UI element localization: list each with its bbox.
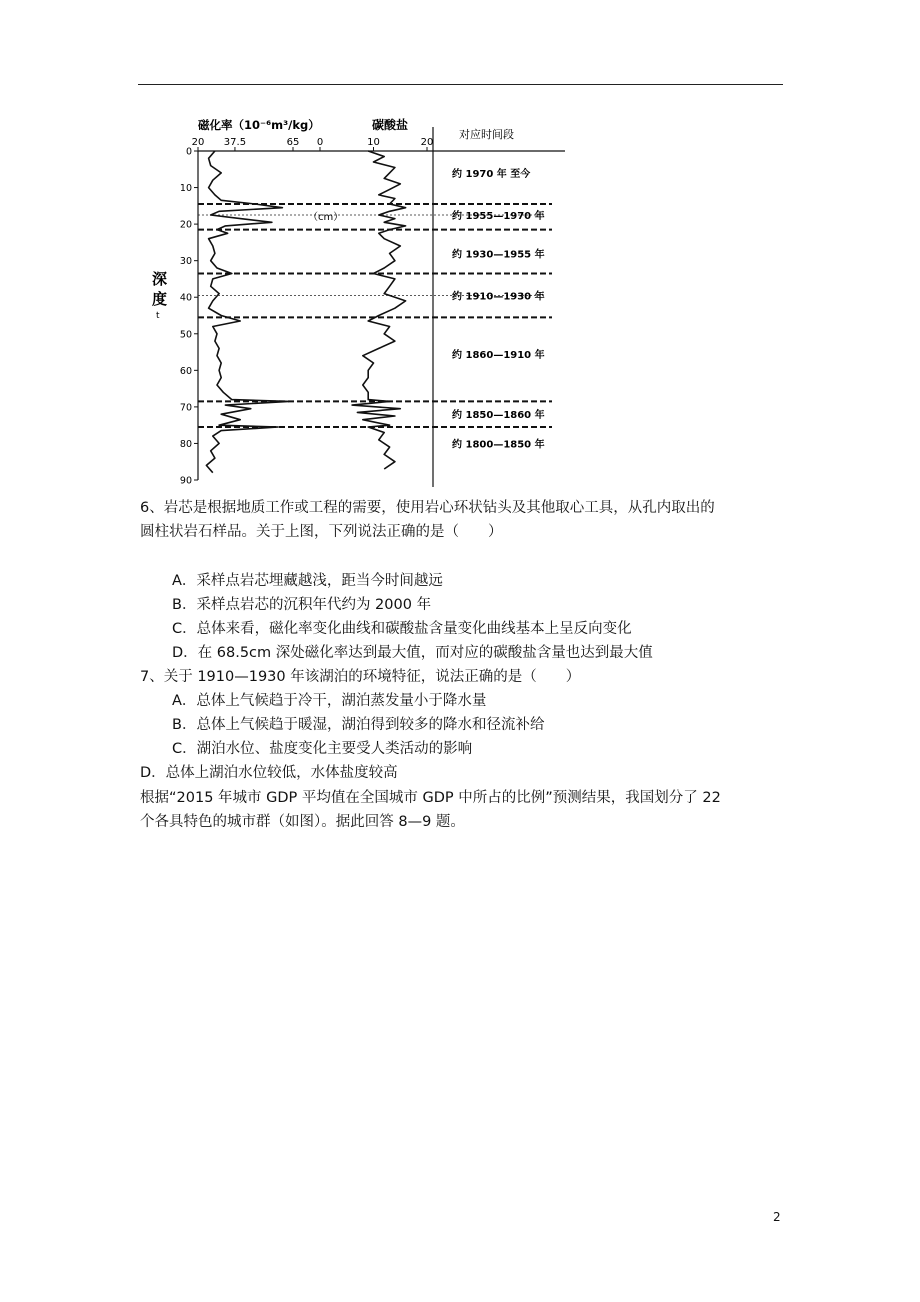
q6-stem-line2: 圆柱状岩石样品。关于上图，下列说法正确的是（ ） <box>140 524 503 540</box>
ylabel-unit: t <box>156 311 160 321</box>
depth-tick-label: 40 <box>179 292 192 304</box>
page-number: 2 <box>773 1210 781 1224</box>
carb-tick-label: 10 <box>367 137 380 148</box>
depth-tick-label: 50 <box>179 329 192 341</box>
period-label-5: 约 1850—1860 年 <box>452 410 545 422</box>
period-label-1: 约 1955—1970 年 <box>452 210 545 222</box>
depth-tick-label: 80 <box>179 438 192 450</box>
unit-note: （cm） <box>308 212 344 223</box>
depth-tick-label: 20 <box>179 219 192 231</box>
period-label-3: 约 1910—1930 年 <box>452 291 545 303</box>
q7-option-a[interactable]: A．总体上气候趋于冷干，湖泊蒸发量小于降水量 <box>172 693 487 709</box>
intro-line2: 个各具特色的城市群（如图）。据此回答 8—9 题。 <box>140 814 465 830</box>
depth-tick-label: 10 <box>179 183 192 195</box>
mag-tick-label: 65 <box>286 137 300 148</box>
q6-stem-line1: 6、岩芯是根据地质工作或工程的需要，使用岩心环状钻头及其他取心工具，从孔内取出的 <box>140 500 715 516</box>
core-profile-chart <box>140 112 580 492</box>
depth-tick-label: 60 <box>179 365 192 377</box>
q6-option-c[interactable]: C．总体来看，磁化率变化曲线和碳酸盐含量变化曲线基本上呈反向变化 <box>172 621 632 637</box>
ylabel-char-1: 深 <box>152 270 168 288</box>
mag-series-line <box>206 151 288 473</box>
carb-tick-label: 20 <box>420 137 434 148</box>
q6-option-d[interactable]: D．在 68.5cm 深处磁化率达到最大值，而对应的碳酸盐含量也达到最大值 <box>172 645 653 661</box>
intro-line1: 根据“2015 年城市 GDP 平均值在全国城市 GDP 中所占的比例”预测结果，我国划分了 22 <box>140 790 721 806</box>
period-header: 对应时间段 <box>459 128 514 141</box>
ylabel-char-2: 度 <box>152 290 168 308</box>
q7-stem: 7、关于 1910—1930 年该湖泊的环境特征，说法正确的是（ ） <box>140 669 581 685</box>
carb-series-line <box>352 151 406 469</box>
carb-header: 碳酸盐 <box>372 118 409 132</box>
period-label-0: 约 1970 年 至今 <box>452 168 531 180</box>
mag-header: 磁化率（10⁻⁶m³/kg） <box>198 118 320 132</box>
depth-tick-label: 90 <box>179 475 192 487</box>
period-label-2: 约 1930—1955 年 <box>452 249 545 261</box>
carb-tick-label: 0 <box>316 137 324 148</box>
period-boundaries <box>198 204 552 427</box>
chart-frame <box>191 127 565 487</box>
depth-tick-label: 70 <box>179 402 192 414</box>
mag-tick-label: 37.5 <box>223 137 247 148</box>
period-label-4: 约 1860—1910 年 <box>452 349 545 361</box>
q6-option-b[interactable]: B．采样点岩芯的沉积年代约为 2000 年 <box>172 597 432 613</box>
q7-option-d[interactable]: D．总体上湖泊水位较低，水体盐度较高 <box>140 765 398 781</box>
header-rule <box>138 84 783 85</box>
depth-tick-label: 30 <box>179 256 192 268</box>
chart-labels <box>152 117 545 487</box>
period-label-6: 约 1800—1850 年 <box>452 439 545 451</box>
q7-option-b[interactable]: B．总体上气候趋于暖湿，湖泊得到较多的降水和径流补给 <box>172 717 545 733</box>
q7-option-c[interactable]: C．湖泊水位、盐度变化主要受人类活动的影响 <box>172 741 473 757</box>
q6-option-a[interactable]: A．采样点岩芯埋藏越浅，距当今时间越远 <box>172 573 443 589</box>
mag-tick-label: 20 <box>191 137 205 148</box>
chart-series <box>206 151 405 473</box>
depth-tick-label: 0 <box>185 146 192 158</box>
